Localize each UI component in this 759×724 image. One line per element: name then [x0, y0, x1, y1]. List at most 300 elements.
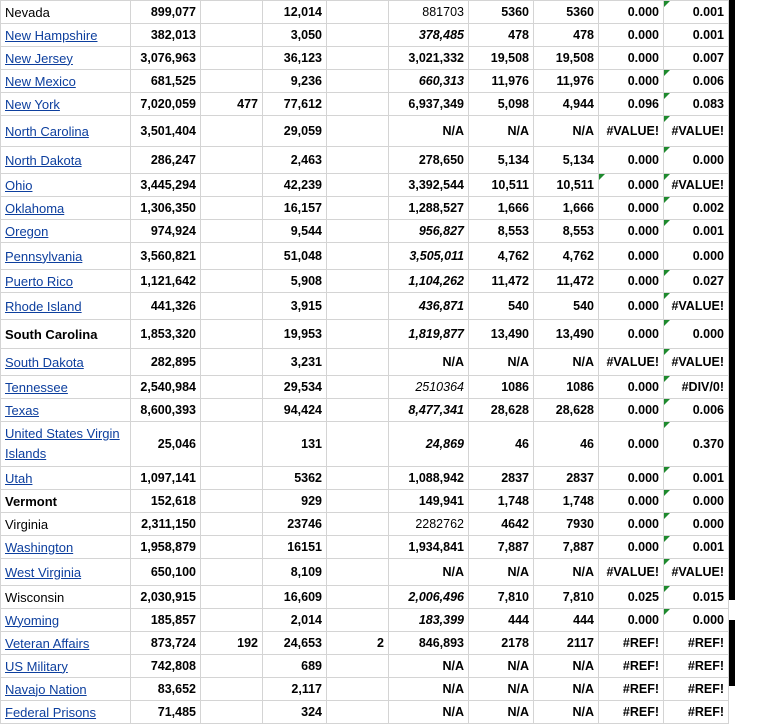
cell-c9[interactable]: 0.006 — [664, 70, 729, 93]
cell-c6[interactable]: 13,490 — [469, 320, 534, 349]
cell-c9[interactable]: #VALUE! — [664, 293, 729, 320]
cell-c2[interactable] — [201, 24, 263, 47]
cell-c8[interactable]: #REF! — [599, 632, 664, 655]
row-label[interactable]: Navajo Nation — [1, 678, 131, 701]
cell-c9[interactable]: #REF! — [664, 678, 729, 701]
cell-c6[interactable]: 4,762 — [469, 243, 534, 270]
cell-c3[interactable]: 5362 — [263, 467, 327, 490]
cell-c2[interactable] — [201, 116, 263, 147]
cell-c6[interactable]: 10,511 — [469, 174, 534, 197]
cell-c4[interactable] — [327, 24, 389, 47]
cell-c9[interactable]: 0.000 — [664, 490, 729, 513]
row-label[interactable]: Rhode Island — [1, 293, 131, 320]
column-border-bar — [729, 0, 735, 686]
cell-c3[interactable]: 2,463 — [263, 147, 327, 174]
cell-c8[interactable]: 0.000 — [599, 1, 664, 24]
cell-c9[interactable]: 0.015 — [664, 586, 729, 609]
cell-c3[interactable]: 3,050 — [263, 24, 327, 47]
cell-c2[interactable] — [201, 536, 263, 559]
row-label[interactable]: North Carolina — [1, 116, 131, 147]
cell-c7[interactable]: N/A — [534, 116, 599, 147]
cell-c5[interactable]: 1,104,262 — [389, 270, 469, 293]
cell-c8[interactable]: 0.000 — [599, 293, 664, 320]
cell-c4[interactable] — [327, 1, 389, 24]
cell-c2[interactable] — [201, 47, 263, 70]
cell-c3[interactable]: 8,109 — [263, 559, 327, 586]
cell-c6[interactable]: N/A — [469, 349, 534, 376]
cell-c4[interactable] — [327, 467, 389, 490]
cell-c7[interactable]: 11,976 — [534, 70, 599, 93]
cell-c5[interactable]: 378,485 — [389, 24, 469, 47]
cell-c8[interactable]: #REF! — [599, 655, 664, 678]
row-label[interactable]: Washington — [1, 536, 131, 559]
cell-c2[interactable] — [201, 376, 263, 399]
cell-c7[interactable]: 46 — [534, 422, 599, 467]
cell-c6[interactable]: 1,666 — [469, 197, 534, 220]
row-label[interactable]: Wisconsin — [1, 586, 131, 609]
cell-c9[interactable]: 0.006 — [664, 399, 729, 422]
row-label[interactable]: South Carolina — [1, 320, 131, 349]
cell-c1[interactable]: 441,326 — [131, 293, 201, 320]
cell-c3[interactable]: 2,014 — [263, 609, 327, 632]
cell-c5[interactable]: 1,819,877 — [389, 320, 469, 349]
cell-c8[interactable]: 0.000 — [599, 24, 664, 47]
cell-c1[interactable]: 7,020,059 — [131, 93, 201, 116]
cell-c2[interactable] — [201, 320, 263, 349]
row-label[interactable]: Nevada — [1, 1, 131, 24]
cell-c6[interactable]: N/A — [469, 678, 534, 701]
cell-c7[interactable]: N/A — [534, 349, 599, 376]
cell-c5[interactable]: 8,477,341 — [389, 399, 469, 422]
cell-c6[interactable]: N/A — [469, 701, 534, 724]
cell-c8[interactable]: 0.000 — [599, 147, 664, 174]
cell-c1[interactable]: 1,097,141 — [131, 467, 201, 490]
table-row — [1, 70, 729, 93]
cell-c4[interactable] — [327, 320, 389, 349]
cell-c2[interactable] — [201, 243, 263, 270]
cell-c5[interactable]: 2,006,496 — [389, 586, 469, 609]
cell-c2[interactable]: 477 — [201, 93, 263, 116]
cell-c5[interactable]: 6,937,349 — [389, 93, 469, 116]
table-row — [1, 513, 729, 536]
cell-c4[interactable] — [327, 147, 389, 174]
cell-c1[interactable]: 873,724 — [131, 632, 201, 655]
cell-c4[interactable] — [327, 220, 389, 243]
cell-c9[interactable]: 0.002 — [664, 197, 729, 220]
cell-c3[interactable]: 19,953 — [263, 320, 327, 349]
cell-c3[interactable]: 131 — [263, 422, 327, 467]
cell-c8[interactable]: 0.000 — [599, 376, 664, 399]
cell-c2[interactable] — [201, 678, 263, 701]
cell-c4[interactable] — [327, 116, 389, 147]
cell-c4[interactable] — [327, 197, 389, 220]
table-row — [1, 701, 729, 724]
cell-c2[interactable] — [201, 174, 263, 197]
cell-c3[interactable]: 2,117 — [263, 678, 327, 701]
cell-c1[interactable]: 3,076,963 — [131, 47, 201, 70]
cell-c6[interactable]: 19,508 — [469, 47, 534, 70]
cell-c8[interactable]: #VALUE! — [599, 116, 664, 147]
cell-c7[interactable]: N/A — [534, 559, 599, 586]
cell-c8[interactable]: 0.000 — [599, 467, 664, 490]
cell-c1[interactable]: 1,853,320 — [131, 320, 201, 349]
cell-c5[interactable]: N/A — [389, 116, 469, 147]
cell-c9[interactable]: 0.001 — [664, 536, 729, 559]
cell-c1[interactable]: 2,540,984 — [131, 376, 201, 399]
cell-c3[interactable]: 324 — [263, 701, 327, 724]
cell-c7[interactable]: 2837 — [534, 467, 599, 490]
cell-c7[interactable]: 5,134 — [534, 147, 599, 174]
cell-c9[interactable]: 0.007 — [664, 47, 729, 70]
row-label[interactable]: Ohio — [1, 174, 131, 197]
cell-c7[interactable]: 11,472 — [534, 270, 599, 293]
cell-c7[interactable]: 7,810 — [534, 586, 599, 609]
row-label[interactable]: Tennessee — [1, 376, 131, 399]
cell-c4[interactable] — [327, 536, 389, 559]
cell-c6[interactable]: 11,472 — [469, 270, 534, 293]
cell-c5[interactable]: 1,088,942 — [389, 467, 469, 490]
cell-c8[interactable]: #REF! — [599, 701, 664, 724]
cell-c1[interactable]: 2,311,150 — [131, 513, 201, 536]
cell-c6[interactable]: 4642 — [469, 513, 534, 536]
cell-c1[interactable]: 83,652 — [131, 678, 201, 701]
cell-c8[interactable]: #VALUE! — [599, 349, 664, 376]
cell-c2[interactable] — [201, 422, 263, 467]
cell-c3[interactable]: 5,908 — [263, 270, 327, 293]
cell-c5[interactable]: 436,871 — [389, 293, 469, 320]
row-label[interactable]: Texas — [1, 399, 131, 422]
cell-c1[interactable]: 3,560,821 — [131, 243, 201, 270]
cell-c4[interactable] — [327, 47, 389, 70]
cell-c7[interactable]: 19,508 — [534, 47, 599, 70]
cell-c1[interactable]: 974,924 — [131, 220, 201, 243]
cell-c4[interactable] — [327, 243, 389, 270]
cell-c2[interactable] — [201, 293, 263, 320]
cell-c8[interactable]: 0.000 — [599, 243, 664, 270]
row-label[interactable]: United States Virgin Islands — [1, 422, 131, 467]
cell-c2[interactable] — [201, 197, 263, 220]
cell-c4[interactable] — [327, 70, 389, 93]
cell-c3[interactable]: 24,653 — [263, 632, 327, 655]
cell-c1[interactable]: 742,808 — [131, 655, 201, 678]
cell-c1[interactable]: 25,046 — [131, 422, 201, 467]
row-label[interactable]: New York — [1, 93, 131, 116]
row-label[interactable]: Oregon — [1, 220, 131, 243]
cell-c1[interactable]: 71,485 — [131, 701, 201, 724]
cell-c7[interactable]: N/A — [534, 655, 599, 678]
cell-c3[interactable]: 29,534 — [263, 376, 327, 399]
cell-c8[interactable]: 0.000 — [599, 513, 664, 536]
cell-c3[interactable]: 3,915 — [263, 293, 327, 320]
cell-c4[interactable] — [327, 270, 389, 293]
cell-c4[interactable] — [327, 701, 389, 724]
cell-c4[interactable] — [327, 586, 389, 609]
cell-c3[interactable]: 3,231 — [263, 349, 327, 376]
cell-c5[interactable]: 881703 — [389, 1, 469, 24]
table-row — [1, 147, 729, 174]
cell-c2[interactable] — [201, 701, 263, 724]
cell-c9[interactable]: 0.027 — [664, 270, 729, 293]
cell-c7[interactable]: N/A — [534, 701, 599, 724]
cell-c5[interactable]: N/A — [389, 678, 469, 701]
cell-c6[interactable]: 7,887 — [469, 536, 534, 559]
cell-c6[interactable]: 1,748 — [469, 490, 534, 513]
cell-c7[interactable]: 7930 — [534, 513, 599, 536]
cell-c8[interactable]: 0.000 — [599, 399, 664, 422]
cell-c6[interactable]: 1086 — [469, 376, 534, 399]
cell-c6[interactable]: 8,553 — [469, 220, 534, 243]
cell-c1[interactable]: 282,895 — [131, 349, 201, 376]
cell-c9[interactable]: 0.001 — [664, 467, 729, 490]
cell-c8[interactable]: 0.000 — [599, 320, 664, 349]
table-row — [1, 47, 729, 70]
cell-c8[interactable]: #REF! — [599, 678, 664, 701]
cell-c9[interactable]: #VALUE! — [664, 174, 729, 197]
cell-c3[interactable]: 77,612 — [263, 93, 327, 116]
cell-c8[interactable]: #VALUE! — [599, 559, 664, 586]
cell-c9[interactable]: #VALUE! — [664, 559, 729, 586]
cell-c8[interactable]: 0.000 — [599, 174, 664, 197]
cell-c9[interactable]: #VALUE! — [664, 349, 729, 376]
cell-c5[interactable]: 1,288,527 — [389, 197, 469, 220]
cell-c3[interactable]: 94,424 — [263, 399, 327, 422]
cell-c7[interactable]: 4,762 — [534, 243, 599, 270]
cell-c2[interactable]: 192 — [201, 632, 263, 655]
cell-c4[interactable] — [327, 655, 389, 678]
cell-c9[interactable]: 0.000 — [664, 513, 729, 536]
cell-c4[interactable] — [327, 559, 389, 586]
cell-c4[interactable] — [327, 609, 389, 632]
cell-c3[interactable]: 36,123 — [263, 47, 327, 70]
cell-c5[interactable]: 3,505,011 — [389, 243, 469, 270]
cell-c9[interactable]: #REF! — [664, 701, 729, 724]
cell-c3[interactable]: 51,048 — [263, 243, 327, 270]
cell-c5[interactable]: 3,392,544 — [389, 174, 469, 197]
cell-c2[interactable] — [201, 609, 263, 632]
cell-c1[interactable]: 3,501,404 — [131, 116, 201, 147]
cell-c6[interactable]: 444 — [469, 609, 534, 632]
cell-c7[interactable]: N/A — [534, 678, 599, 701]
cell-c8[interactable]: 0.000 — [599, 197, 664, 220]
cell-c6[interactable]: 2178 — [469, 632, 534, 655]
cell-c9[interactable]: 0.000 — [664, 243, 729, 270]
cell-c2[interactable] — [201, 399, 263, 422]
cell-c1[interactable]: 1,306,350 — [131, 197, 201, 220]
table-row — [1, 349, 729, 376]
cell-c6[interactable]: 2837 — [469, 467, 534, 490]
row-label[interactable]: Virginia — [1, 513, 131, 536]
cell-c4[interactable] — [327, 490, 389, 513]
cell-c8[interactable]: 0.000 — [599, 490, 664, 513]
cell-c8[interactable]: 0.000 — [599, 47, 664, 70]
cell-c5[interactable]: 149,941 — [389, 490, 469, 513]
cell-c5[interactable]: 3,021,332 — [389, 47, 469, 70]
cell-c7[interactable]: 478 — [534, 24, 599, 47]
cell-c4[interactable] — [327, 678, 389, 701]
cell-c3[interactable]: 929 — [263, 490, 327, 513]
cell-c7[interactable]: 8,553 — [534, 220, 599, 243]
cell-c5[interactable]: 183,399 — [389, 609, 469, 632]
cell-c7[interactable]: 444 — [534, 609, 599, 632]
cell-c3[interactable]: 23746 — [263, 513, 327, 536]
cell-c9[interactable]: 0.000 — [664, 320, 729, 349]
cell-c9[interactable]: #REF! — [664, 632, 729, 655]
row-label[interactable]: Federal Prisons — [1, 701, 131, 724]
cell-c6[interactable]: 28,628 — [469, 399, 534, 422]
cell-c4[interactable]: 2 — [327, 632, 389, 655]
row-label[interactable]: North Dakota — [1, 147, 131, 174]
cell-c2[interactable] — [201, 70, 263, 93]
cell-c4[interactable] — [327, 399, 389, 422]
cell-c2[interactable] — [201, 655, 263, 678]
cell-c6[interactable]: 46 — [469, 422, 534, 467]
cell-c9[interactable]: 0.370 — [664, 422, 729, 467]
cell-c4[interactable] — [327, 513, 389, 536]
cell-c8[interactable]: 0.000 — [599, 536, 664, 559]
cell-c1[interactable]: 185,857 — [131, 609, 201, 632]
cell-c7[interactable]: 13,490 — [534, 320, 599, 349]
cell-c1[interactable]: 286,247 — [131, 147, 201, 174]
row-label[interactable]: New Jersey — [1, 47, 131, 70]
row-label[interactable]: New Mexico — [1, 70, 131, 93]
cell-c6[interactable]: 11,976 — [469, 70, 534, 93]
cell-c9[interactable]: #VALUE! — [664, 116, 729, 147]
cell-c7[interactable]: 28,628 — [534, 399, 599, 422]
row-label[interactable]: Pennsylvania — [1, 243, 131, 270]
cell-c6[interactable]: N/A — [469, 559, 534, 586]
cell-c7[interactable]: 1,666 — [534, 197, 599, 220]
cell-c1[interactable]: 3,445,294 — [131, 174, 201, 197]
cell-c4[interactable] — [327, 376, 389, 399]
cell-c7[interactable]: 5360 — [534, 1, 599, 24]
cell-c7[interactable]: 7,887 — [534, 536, 599, 559]
cell-c7[interactable]: 1,748 — [534, 490, 599, 513]
row-label[interactable]: Vermont — [1, 490, 131, 513]
cell-c2[interactable] — [201, 220, 263, 243]
cell-c6[interactable]: 5,134 — [469, 147, 534, 174]
cell-c5[interactable]: 846,893 — [389, 632, 469, 655]
cell-c6[interactable]: 5360 — [469, 1, 534, 24]
cell-c4[interactable] — [327, 93, 389, 116]
cell-c4[interactable] — [327, 349, 389, 376]
cell-c5[interactable]: 24,869 — [389, 422, 469, 467]
cell-c9[interactable]: 0.083 — [664, 93, 729, 116]
cell-c9[interactable]: 0.001 — [664, 1, 729, 24]
row-label[interactable]: Oklahoma — [1, 197, 131, 220]
cell-c3[interactable]: 16,157 — [263, 197, 327, 220]
cell-c5[interactable]: 2282762 — [389, 513, 469, 536]
cell-c9[interactable]: 0.001 — [664, 220, 729, 243]
cell-c1[interactable]: 1,958,879 — [131, 536, 201, 559]
cell-c9[interactable]: #REF! — [664, 655, 729, 678]
cell-c7[interactable]: 540 — [534, 293, 599, 320]
cell-c3[interactable]: 42,239 — [263, 174, 327, 197]
cell-c2[interactable] — [201, 467, 263, 490]
cell-c7[interactable]: 4,944 — [534, 93, 599, 116]
cell-c9[interactable]: 0.000 — [664, 609, 729, 632]
cell-c5[interactable]: N/A — [389, 559, 469, 586]
cell-c6[interactable]: 540 — [469, 293, 534, 320]
cell-c3[interactable]: 689 — [263, 655, 327, 678]
cell-c4[interactable] — [327, 174, 389, 197]
cell-c5[interactable]: 2510364 — [389, 376, 469, 399]
row-label[interactable]: New Hampshire — [1, 24, 131, 47]
cell-c5[interactable]: 278,650 — [389, 147, 469, 174]
row-label[interactable]: Puerto Rico — [1, 270, 131, 293]
table-row — [1, 93, 729, 116]
cell-c7[interactable]: 10,511 — [534, 174, 599, 197]
cell-c5[interactable]: N/A — [389, 655, 469, 678]
cell-c9[interactable]: 0.001 — [664, 24, 729, 47]
cell-c8[interactable]: 0.000 — [599, 70, 664, 93]
table-row — [1, 24, 729, 47]
cell-c1[interactable]: 382,013 — [131, 24, 201, 47]
row-label[interactable]: West Virginia — [1, 559, 131, 586]
cell-c6[interactable]: 478 — [469, 24, 534, 47]
cell-c2[interactable] — [201, 490, 263, 513]
cell-c6[interactable]: N/A — [469, 655, 534, 678]
row-label[interactable]: US Military — [1, 655, 131, 678]
cell-c3[interactable]: 29,059 — [263, 116, 327, 147]
cell-c2[interactable] — [201, 586, 263, 609]
cell-c8[interactable]: 0.096 — [599, 93, 664, 116]
cell-c2[interactable] — [201, 349, 263, 376]
cell-c4[interactable] — [327, 293, 389, 320]
cell-c4[interactable] — [327, 422, 389, 467]
cell-c1[interactable]: 152,618 — [131, 490, 201, 513]
cell-c6[interactable]: 7,810 — [469, 586, 534, 609]
row-label[interactable]: Wyoming — [1, 609, 131, 632]
cell-c1[interactable]: 1,121,642 — [131, 270, 201, 293]
cell-c5[interactable]: 1,934,841 — [389, 536, 469, 559]
table-row — [1, 559, 729, 586]
cell-c2[interactable] — [201, 513, 263, 536]
cell-c1[interactable]: 8,600,393 — [131, 399, 201, 422]
cell-c2[interactable] — [201, 559, 263, 586]
cell-c9[interactable]: 0.000 — [664, 147, 729, 174]
cell-c3[interactable]: 9,236 — [263, 70, 327, 93]
cell-c8[interactable]: 0.000 — [599, 220, 664, 243]
cell-c3[interactable]: 9,544 — [263, 220, 327, 243]
cell-c8[interactable]: 0.000 — [599, 609, 664, 632]
row-label[interactable]: Veteran Affairs — [1, 632, 131, 655]
cell-c2[interactable] — [201, 147, 263, 174]
cell-c5[interactable]: N/A — [389, 349, 469, 376]
cell-c3[interactable]: 12,014 — [263, 1, 327, 24]
cell-c6[interactable]: N/A — [469, 116, 534, 147]
cell-c7[interactable]: 1086 — [534, 376, 599, 399]
cell-c5[interactable]: 660,313 — [389, 70, 469, 93]
cell-c1[interactable]: 899,077 — [131, 1, 201, 24]
cell-c1[interactable]: 681,525 — [131, 70, 201, 93]
cell-c3[interactable]: 16151 — [263, 536, 327, 559]
cell-c8[interactable]: 0.000 — [599, 270, 664, 293]
cell-c9[interactable]: #DIV/0! — [664, 376, 729, 399]
cell-c8[interactable]: 0.000 — [599, 422, 664, 467]
cell-c5[interactable]: N/A — [389, 701, 469, 724]
cell-c1[interactable]: 650,100 — [131, 559, 201, 586]
cell-c5[interactable]: 956,827 — [389, 220, 469, 243]
cell-c8[interactable]: 0.025 — [599, 586, 664, 609]
row-label[interactable]: Utah — [1, 467, 131, 490]
cell-c3[interactable]: 16,609 — [263, 586, 327, 609]
row-label[interactable]: South Dakota — [1, 349, 131, 376]
cell-c7[interactable]: 2117 — [534, 632, 599, 655]
cell-c2[interactable] — [201, 1, 263, 24]
cell-c2[interactable] — [201, 270, 263, 293]
cell-c1[interactable]: 2,030,915 — [131, 586, 201, 609]
cell-c6[interactable]: 5,098 — [469, 93, 534, 116]
